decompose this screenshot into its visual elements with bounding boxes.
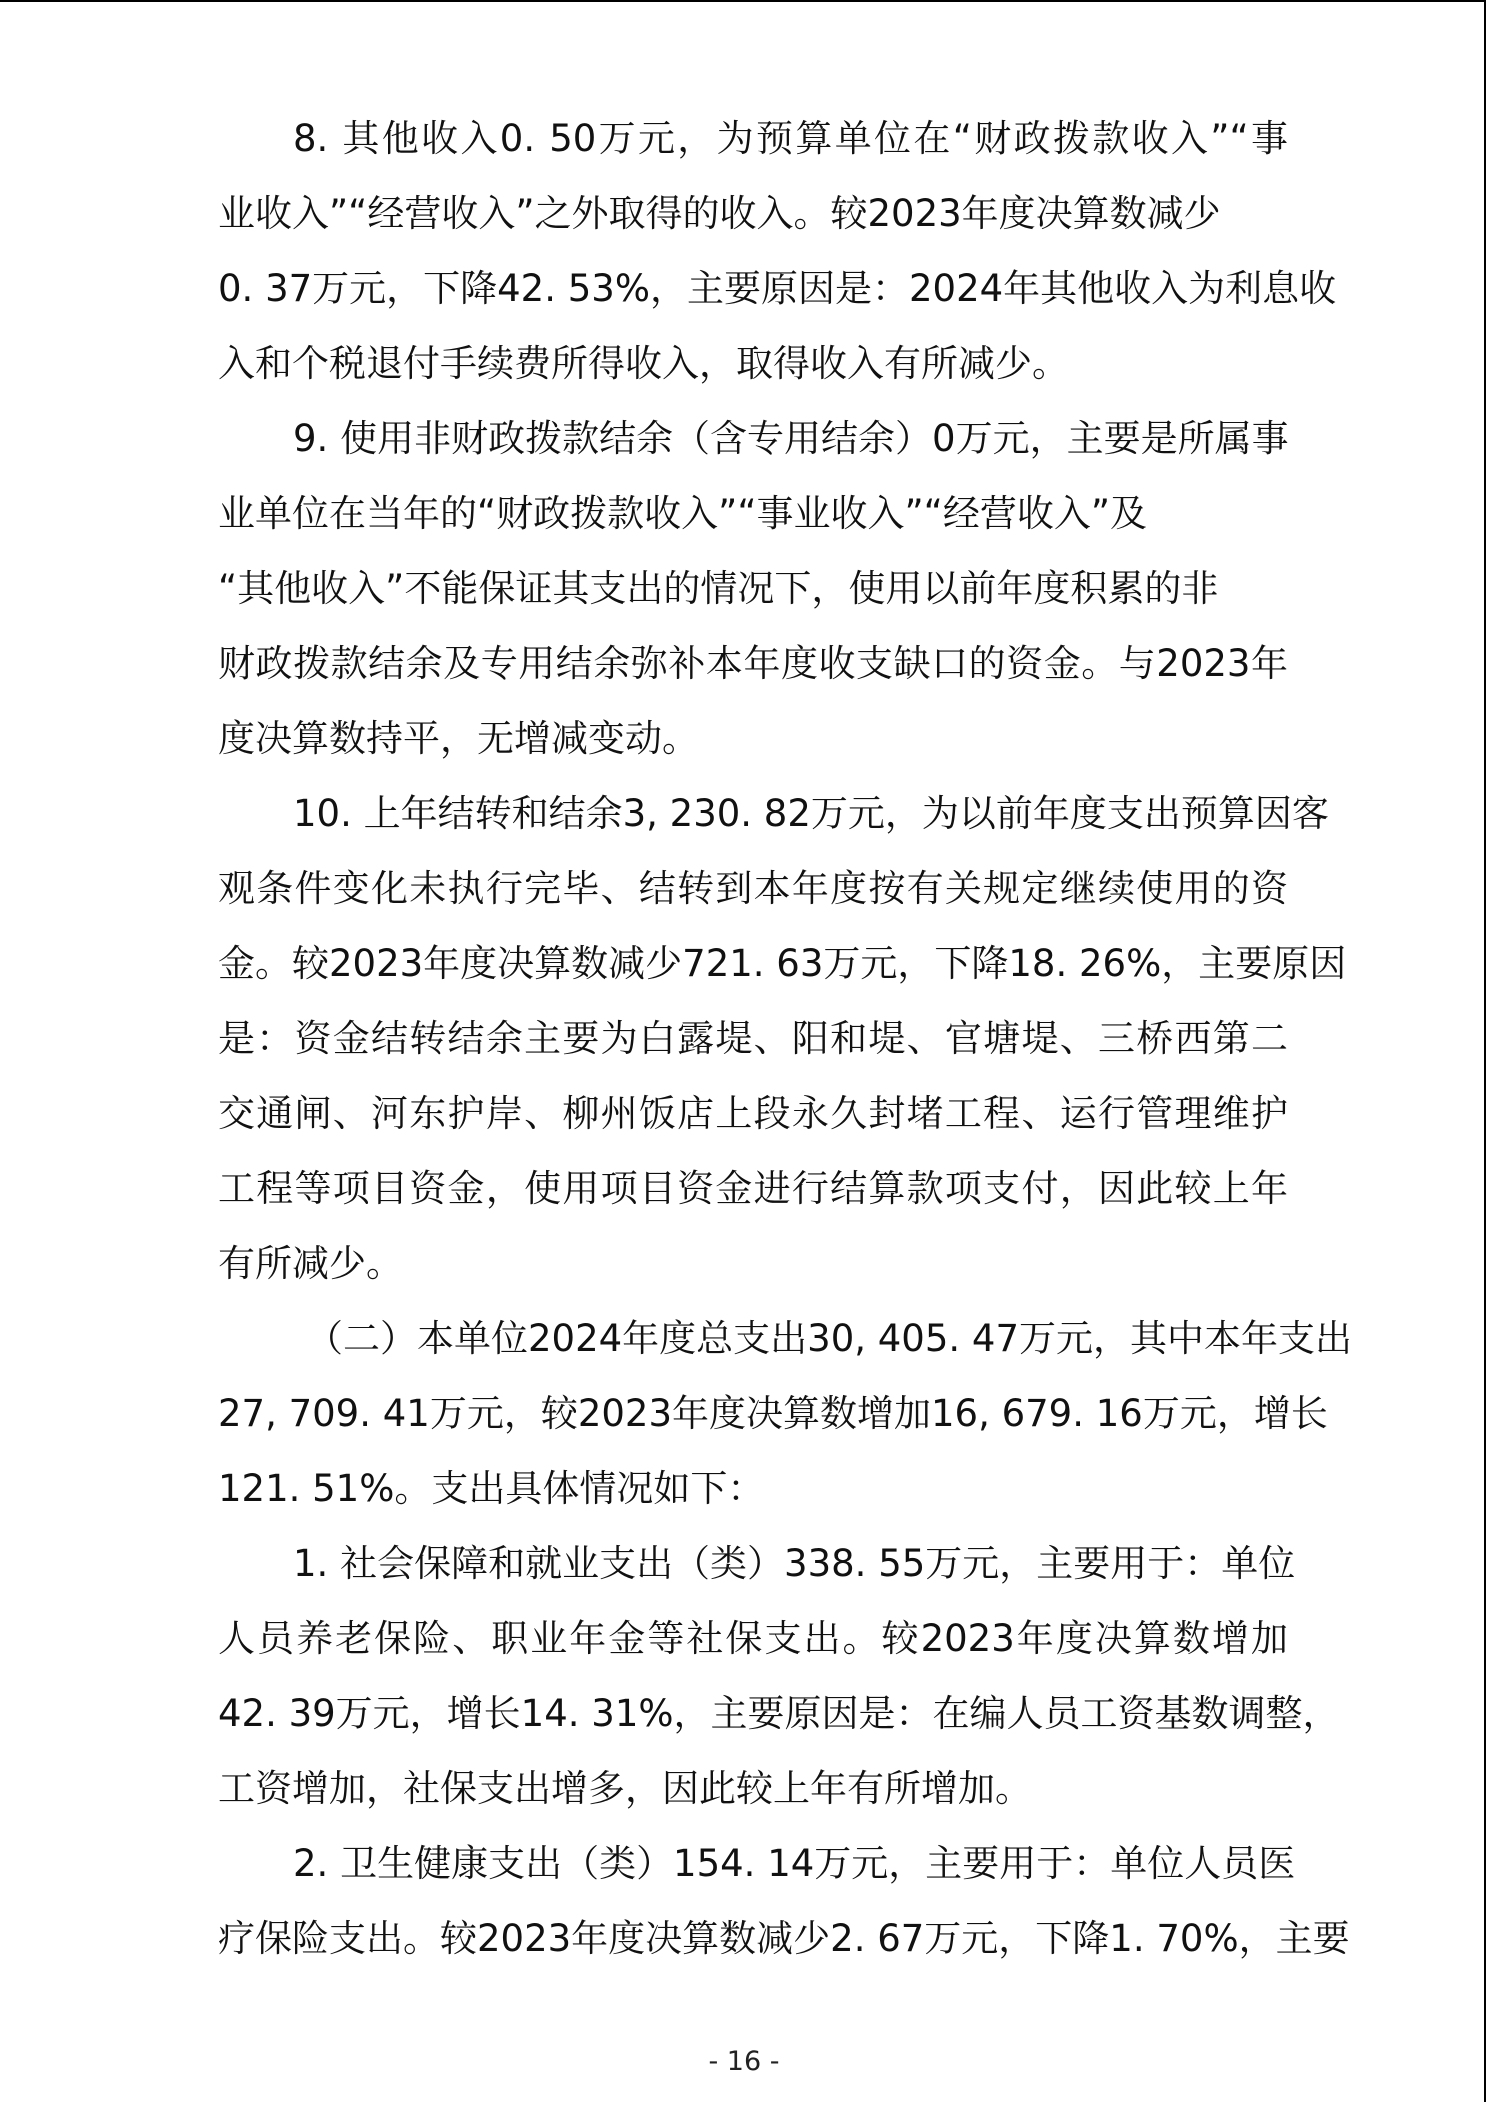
text-line: 度决算数持平，无增减变动。 [218, 717, 699, 760]
text-line: 27, 709. 41万元，较2023年度决算数增加16, 679. 16万元，增长 [218, 1392, 1328, 1435]
text-line: 2. 卫生健康支出（类）154. 14万元，主要用于：单位人员医 [293, 1842, 1296, 1885]
text-line: 入和个税退付手续费所得收入，取得收入有所减少。 [218, 342, 1069, 385]
text-line: 0. 37万元，下降42. 53%，主要原因是：2024年其他收入为利息收 [218, 267, 1337, 310]
text-line: 42. 39万元，增长14. 31%，主要原因是：在编人员工资基数调整， [218, 1692, 1340, 1735]
text-line: 有所减少。 [218, 1242, 403, 1285]
text-line: 10. 上年结转和结余3, 230. 82万元，为以前年度支出预算因客 [293, 792, 1329, 835]
text-line: 疗保险支出。较2023年度决算数减少2. 67万元，下降1. 70%，主要 [218, 1917, 1350, 1960]
text-line: 财政拨款结余及专用结余弥补本年度收支缺口的资金。与2023年 [218, 642, 1288, 685]
page-number: - 16 - [708, 2046, 780, 2077]
text-line: （二）本单位2024年度总支出30, 405. 47万元，其中本年支出 [306, 1317, 1352, 1360]
text-line: 8. 其他收入0. 50万元，为预算单位在“财政拨款收入”“事 [293, 117, 1288, 160]
document-body [218, 101, 1352, 1976]
text-line: 业单位在当年的“财政拨款收入”“事业收入”“经营收入”及 [218, 492, 1148, 535]
text-line: 交通闸、河东护岸、柳州饭店上段永久封堵工程、运行管理维护 [218, 1092, 1288, 1135]
text-line: 工资增加，社保支出增多，因此较上年有所增加。 [218, 1767, 1032, 1810]
text-line: “其他收入”不能保证其支出的情况下，使用以前年度积累的非 [218, 567, 1219, 610]
text-line: 121. 51%。支出具体情况如下： [218, 1467, 765, 1510]
text-line: 是：资金结转结余主要为白露堤、阳和堤、官塘堤、三桥西第二 [218, 1017, 1288, 1060]
text-line: 工程等项目资金，使用项目资金进行结算款项支付，因此较上年 [218, 1167, 1288, 1210]
text-line: 观条件变化未执行完毕、结转到本年度按有关规定继续使用的资 [218, 867, 1288, 910]
text-line: 人员养老保险、职业年金等社保支出。较2023年度决算数增加 [218, 1617, 1288, 1660]
text-line: 金。较2023年度决算数减少721. 63万元，下降18. 26%，主要原因 [218, 942, 1347, 985]
text-line: 1. 社会保障和就业支出（类）338. 55万元，主要用于：单位 [293, 1542, 1296, 1585]
text-line: 9. 使用非财政拨款结余（含专用结余）0万元，主要是所属事 [293, 417, 1289, 460]
text-line: 业收入”“经营收入”之外取得的收入。较2023年度决算数减少 [218, 192, 1221, 235]
